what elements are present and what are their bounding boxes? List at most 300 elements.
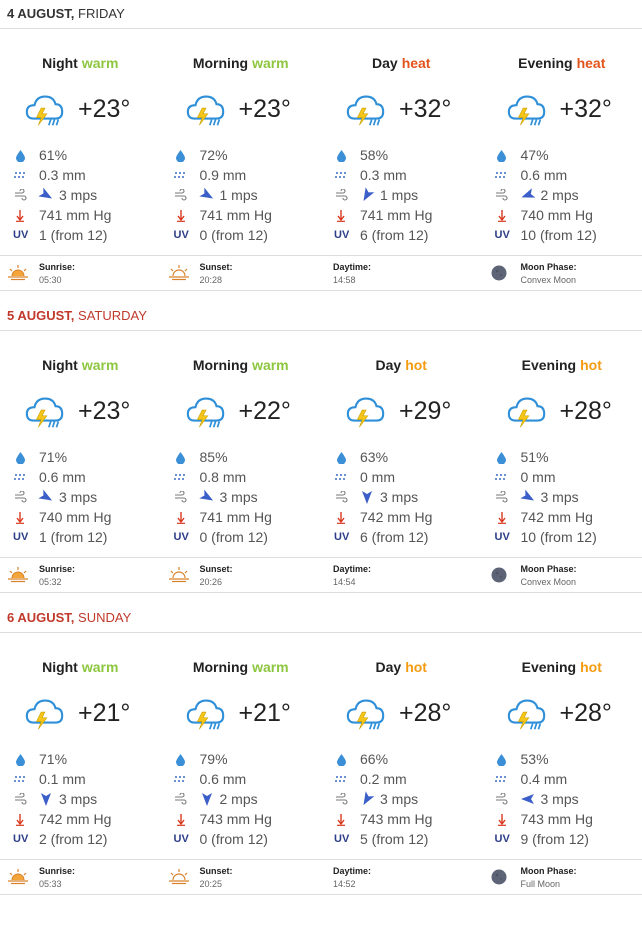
moon-phase-value: Convex Moon bbox=[520, 577, 577, 587]
pressure-icon bbox=[497, 813, 507, 826]
storm-rain-icon bbox=[345, 693, 387, 733]
period-title bbox=[321, 659, 482, 675]
daytime-label: Daytime: bbox=[333, 866, 372, 876]
wind-direction-arrow bbox=[37, 489, 55, 505]
wind-value: 3 mps bbox=[59, 489, 98, 505]
day-weekday: SATURDAY bbox=[78, 308, 147, 323]
pressure-row bbox=[13, 507, 161, 527]
humidity-value: 66% bbox=[360, 751, 389, 767]
wind-direction-arrow bbox=[358, 187, 376, 203]
day-forecast bbox=[0, 302, 642, 604]
precipitation-row bbox=[174, 467, 322, 487]
uv-label: UV bbox=[494, 229, 510, 241]
wind-row bbox=[495, 185, 642, 205]
wind-row bbox=[334, 487, 482, 507]
day-date: 4 AUGUST, bbox=[7, 6, 75, 21]
daytime-cell bbox=[321, 558, 482, 592]
sunrise-value: 05:30 bbox=[39, 275, 62, 285]
precipitation-row bbox=[13, 165, 161, 185]
pressure-row bbox=[174, 809, 322, 829]
period-adjective: heat bbox=[401, 55, 431, 71]
uv-value: 10 (from 12) bbox=[520, 227, 597, 243]
humidity-value: 51% bbox=[520, 449, 549, 465]
humidity-value: 61% bbox=[39, 147, 68, 163]
wind-row bbox=[495, 487, 642, 507]
uv-value: 1 (from 12) bbox=[39, 529, 108, 545]
pressure-icon bbox=[176, 209, 186, 222]
precipitation-value: 0.3 mm bbox=[360, 167, 407, 183]
pressure-icon bbox=[497, 511, 507, 524]
precipitation-icon bbox=[174, 170, 187, 180]
precipitation-value: 0.8 mm bbox=[199, 469, 247, 485]
humidity-icon bbox=[336, 149, 347, 162]
pressure-icon bbox=[15, 511, 25, 524]
period-title bbox=[321, 55, 482, 71]
period-adjective: hot bbox=[405, 357, 427, 373]
humidity-icon bbox=[15, 753, 26, 766]
wind-direction-arrow bbox=[198, 489, 216, 505]
humidity-row bbox=[13, 145, 161, 165]
moon-phase-value: Convex Moon bbox=[520, 275, 577, 285]
day-date: 6 AUGUST, bbox=[7, 610, 75, 625]
daytime-label: Daytime: bbox=[333, 564, 372, 574]
uv-label: UV bbox=[494, 833, 510, 845]
period-adjective: warm bbox=[252, 357, 289, 373]
sunset-value: 20:25 bbox=[199, 879, 223, 889]
temperature: +28° bbox=[559, 698, 612, 727]
uv-row bbox=[174, 527, 322, 547]
uv-row bbox=[334, 225, 482, 245]
wind-value: 2 mps bbox=[540, 187, 579, 203]
period-adjective: heat bbox=[576, 55, 606, 71]
pressure-value: 741 mm Hg bbox=[199, 207, 272, 223]
wind-icon bbox=[495, 189, 508, 201]
uv-value: 9 (from 12) bbox=[520, 831, 589, 847]
uv-label: UV bbox=[13, 229, 29, 241]
wind-value: 2 mps bbox=[219, 791, 258, 807]
moon-phase-icon bbox=[489, 264, 511, 282]
daytime-cell bbox=[321, 860, 482, 894]
moon-phase-icon bbox=[489, 566, 511, 584]
storm-rain-icon bbox=[185, 391, 227, 431]
pressure-icon bbox=[176, 813, 186, 826]
humidity-value: 58% bbox=[360, 147, 389, 163]
temperature: +23° bbox=[78, 396, 131, 425]
pressure-row bbox=[13, 205, 161, 225]
precipitation-row bbox=[495, 165, 642, 185]
uv-label: UV bbox=[173, 229, 189, 241]
wind-direction-arrow bbox=[519, 187, 537, 203]
uv-row bbox=[13, 225, 161, 245]
temperature: +32° bbox=[399, 94, 452, 123]
moon-phase-value: Full Moon bbox=[520, 879, 561, 889]
sunset-icon bbox=[168, 868, 190, 886]
humidity-row bbox=[334, 447, 482, 467]
humidity-value: 71% bbox=[39, 751, 68, 767]
period-evening bbox=[482, 29, 642, 245]
temperature: +29° bbox=[399, 396, 452, 425]
pressure-value: 742 mm Hg bbox=[520, 509, 593, 525]
day-separator bbox=[0, 291, 642, 302]
wind-icon bbox=[174, 793, 187, 805]
pressure-value: 742 mm Hg bbox=[360, 509, 433, 525]
precipitation-icon bbox=[495, 472, 508, 482]
pressure-icon bbox=[497, 209, 507, 222]
precipitation-icon bbox=[14, 170, 27, 180]
uv-value: 10 (from 12) bbox=[520, 529, 597, 545]
sunrise-cell bbox=[0, 860, 161, 894]
periods bbox=[0, 331, 642, 547]
humidity-row bbox=[174, 145, 322, 165]
uv-label: UV bbox=[173, 833, 189, 845]
precipitation-value: 0.6 mm bbox=[199, 771, 247, 787]
period-name: Night bbox=[42, 55, 78, 71]
pressure-icon bbox=[15, 813, 25, 826]
wind-icon bbox=[495, 491, 508, 503]
wind-value: 1 mps bbox=[380, 187, 419, 203]
precipitation-icon bbox=[14, 774, 27, 784]
period-day bbox=[321, 29, 482, 245]
sunrise-cell bbox=[0, 256, 161, 290]
precipitation-row bbox=[13, 769, 161, 789]
uv-row bbox=[174, 829, 322, 849]
pressure-value: 743 mm Hg bbox=[360, 811, 433, 827]
moon-phase-cell bbox=[482, 256, 642, 290]
humidity-icon bbox=[336, 451, 347, 464]
wind-row bbox=[334, 789, 482, 809]
uv-value: 0 (from 12) bbox=[199, 831, 268, 847]
wind-row bbox=[334, 185, 482, 205]
uv-label: UV bbox=[13, 531, 29, 543]
wind-value: 3 mps bbox=[59, 791, 98, 807]
storm-rain-icon bbox=[24, 391, 66, 431]
uv-row bbox=[13, 527, 161, 547]
uv-row bbox=[495, 527, 642, 547]
sunrise-icon bbox=[7, 868, 29, 886]
uv-label: UV bbox=[13, 833, 29, 845]
sunset-cell bbox=[161, 256, 322, 290]
precipitation-row bbox=[495, 467, 642, 487]
uv-label: UV bbox=[334, 229, 350, 241]
period-night bbox=[0, 331, 161, 547]
uv-row bbox=[174, 225, 322, 245]
sunrise-label: Sunrise: bbox=[39, 866, 76, 876]
wind-direction-arrow bbox=[358, 791, 376, 807]
day-date: 5 AUGUST, bbox=[7, 308, 75, 323]
precipitation-row bbox=[334, 467, 482, 487]
storm-icon bbox=[506, 391, 548, 431]
uv-value: 1 (from 12) bbox=[39, 227, 108, 243]
period-morning bbox=[161, 633, 322, 849]
precipitation-icon bbox=[335, 472, 348, 482]
pressure-row bbox=[334, 205, 482, 225]
period-name: Morning bbox=[192, 55, 249, 71]
moon-phase-label: Moon Phase: bbox=[520, 564, 577, 574]
period-morning bbox=[161, 29, 322, 245]
wind-direction-arrow bbox=[519, 791, 537, 807]
daytime-value: 14:58 bbox=[333, 275, 356, 285]
humidity-row bbox=[334, 145, 482, 165]
wind-direction-arrow bbox=[37, 791, 55, 807]
day-separator bbox=[0, 593, 642, 604]
sunset-label: Sunset: bbox=[199, 866, 233, 876]
sunrise-value: 05:32 bbox=[39, 577, 62, 587]
humidity-row bbox=[13, 447, 161, 467]
wind-icon bbox=[495, 793, 508, 805]
sunrise-icon bbox=[7, 264, 29, 282]
humidity-icon bbox=[175, 753, 186, 766]
pressure-icon bbox=[336, 209, 346, 222]
period-name: Day bbox=[375, 659, 402, 675]
pressure-value: 741 mm Hg bbox=[199, 509, 272, 525]
period-night bbox=[0, 29, 161, 245]
precipitation-value: 0 mm bbox=[360, 469, 395, 485]
period-adjective: hot bbox=[580, 659, 602, 675]
precipitation-row bbox=[13, 467, 161, 487]
day-info-bar bbox=[0, 859, 642, 895]
humidity-icon bbox=[175, 149, 186, 162]
period-name: Evening bbox=[521, 357, 577, 373]
precipitation-row bbox=[495, 769, 642, 789]
uv-value: 0 (from 12) bbox=[199, 529, 268, 545]
period-name: Day bbox=[375, 357, 402, 373]
period-title bbox=[161, 659, 322, 675]
humidity-value: 85% bbox=[199, 449, 228, 465]
wind-icon bbox=[174, 189, 187, 201]
pressure-value: 740 mm Hg bbox=[39, 509, 112, 525]
period-title bbox=[482, 659, 642, 675]
wind-direction-arrow bbox=[198, 791, 216, 807]
period-name: Morning bbox=[192, 357, 249, 373]
sunset-cell bbox=[161, 558, 322, 592]
pressure-value: 742 mm Hg bbox=[39, 811, 112, 827]
periods bbox=[0, 29, 642, 245]
day-forecast bbox=[0, 0, 642, 302]
uv-value: 0 (from 12) bbox=[199, 227, 268, 243]
storm-rain-icon bbox=[345, 89, 387, 129]
storm-rain-icon bbox=[185, 89, 227, 129]
day-weekday: SUNDAY bbox=[78, 610, 132, 625]
pressure-value: 740 mm Hg bbox=[520, 207, 593, 223]
pressure-value: 743 mm Hg bbox=[199, 811, 272, 827]
period-adjective: warm bbox=[81, 55, 119, 71]
wind-direction-arrow bbox=[198, 187, 216, 203]
wind-value: 3 mps bbox=[380, 489, 419, 505]
wind-row bbox=[13, 487, 161, 507]
temperature: +28° bbox=[399, 698, 452, 727]
moon-phase-cell bbox=[482, 558, 642, 592]
humidity-icon bbox=[496, 451, 507, 464]
wind-row bbox=[174, 185, 322, 205]
humidity-icon bbox=[175, 451, 186, 464]
period-morning bbox=[161, 331, 322, 547]
period-night bbox=[0, 633, 161, 849]
uv-value: 5 (from 12) bbox=[360, 831, 429, 847]
sunset-icon bbox=[168, 264, 190, 282]
storm-rain-icon bbox=[506, 89, 548, 129]
wind-direction-arrow bbox=[37, 187, 55, 203]
humidity-row bbox=[174, 447, 322, 467]
daytime-value: 14:52 bbox=[333, 879, 356, 889]
temperature: +22° bbox=[238, 396, 291, 425]
pressure-row bbox=[495, 809, 642, 829]
period-title bbox=[482, 55, 642, 71]
period-adjective: hot bbox=[405, 659, 427, 675]
period-title bbox=[0, 357, 161, 373]
storm-rain-icon bbox=[185, 693, 227, 733]
humidity-row bbox=[495, 145, 642, 165]
period-name: Night bbox=[42, 659, 78, 675]
sunset-label: Sunset: bbox=[199, 564, 233, 574]
uv-value: 6 (from 12) bbox=[360, 227, 429, 243]
period-name: Evening bbox=[521, 659, 577, 675]
pressure-value: 741 mm Hg bbox=[360, 207, 433, 223]
wind-direction-arrow bbox=[519, 489, 537, 505]
uv-row bbox=[334, 829, 482, 849]
day-header bbox=[0, 302, 642, 331]
wind-icon bbox=[14, 491, 27, 503]
wind-value: 3 mps bbox=[380, 791, 419, 807]
sunset-value: 20:28 bbox=[199, 275, 223, 285]
wind-icon bbox=[174, 491, 187, 503]
pressure-icon bbox=[15, 209, 25, 222]
period-day bbox=[321, 331, 482, 547]
humidity-row bbox=[13, 749, 161, 769]
storm-rain-icon bbox=[24, 89, 66, 129]
sunrise-cell bbox=[0, 558, 161, 592]
storm-icon bbox=[24, 693, 66, 733]
pressure-row bbox=[495, 507, 642, 527]
temperature: +23° bbox=[238, 94, 291, 123]
uv-row bbox=[495, 829, 642, 849]
temperature: +28° bbox=[559, 396, 612, 425]
period-adjective: warm bbox=[252, 55, 289, 71]
sunset-icon bbox=[168, 566, 190, 584]
uv-label: UV bbox=[334, 531, 350, 543]
sunrise-label: Sunrise: bbox=[39, 262, 76, 272]
wind-row bbox=[13, 789, 161, 809]
period-title bbox=[482, 357, 642, 373]
humidity-value: 63% bbox=[360, 449, 389, 465]
precipitation-value: 0.9 mm bbox=[199, 167, 247, 183]
temperature: +32° bbox=[559, 94, 612, 123]
precipitation-value: 0.3 mm bbox=[39, 167, 86, 183]
period-title bbox=[0, 659, 161, 675]
wind-row bbox=[495, 789, 642, 809]
precipitation-icon bbox=[335, 774, 348, 784]
pressure-icon bbox=[336, 813, 346, 826]
moon-phase-icon bbox=[489, 868, 511, 886]
sunrise-icon bbox=[7, 566, 29, 584]
day-weekday: FRIDAY bbox=[78, 6, 125, 21]
moon-phase-label: Moon Phase: bbox=[520, 262, 577, 272]
period-title bbox=[161, 357, 322, 373]
precipitation-value: 0 mm bbox=[520, 469, 556, 485]
humidity-value: 71% bbox=[39, 449, 68, 465]
uv-label: UV bbox=[494, 531, 510, 543]
wind-value: 1 mps bbox=[219, 187, 258, 203]
period-title bbox=[321, 357, 482, 373]
wind-icon bbox=[335, 491, 348, 503]
humidity-row bbox=[495, 447, 642, 467]
humidity-icon bbox=[15, 451, 26, 464]
wind-value: 3 mps bbox=[540, 791, 579, 807]
period-name: Evening bbox=[518, 55, 573, 71]
humidity-row bbox=[334, 749, 482, 769]
period-adjective: warm bbox=[81, 357, 119, 373]
day-info-bar bbox=[0, 255, 642, 291]
precipitation-icon bbox=[14, 472, 27, 482]
humidity-row bbox=[495, 749, 642, 769]
period-name: Day bbox=[372, 55, 398, 71]
precipitation-row bbox=[334, 165, 482, 185]
period-title bbox=[0, 55, 161, 71]
pressure-icon bbox=[176, 511, 186, 524]
precipitation-value: 0.6 mm bbox=[520, 167, 568, 183]
moon-phase-label: Moon Phase: bbox=[520, 866, 577, 876]
humidity-value: 53% bbox=[520, 751, 549, 767]
sunrise-value: 05:33 bbox=[39, 879, 62, 889]
wind-row bbox=[174, 487, 322, 507]
humidity-icon bbox=[15, 149, 26, 162]
wind-icon bbox=[14, 793, 27, 805]
uv-label: UV bbox=[173, 531, 189, 543]
day-info-bar bbox=[0, 557, 642, 593]
precipitation-icon bbox=[495, 774, 508, 784]
uv-value: 6 (from 12) bbox=[360, 529, 429, 545]
precipitation-icon bbox=[495, 170, 508, 180]
uv-value: 2 (from 12) bbox=[39, 831, 108, 847]
pressure-row bbox=[13, 809, 161, 829]
precipitation-value: 0.4 mm bbox=[520, 771, 568, 787]
humidity-icon bbox=[496, 149, 507, 162]
wind-icon bbox=[14, 189, 27, 201]
temperature: +21° bbox=[78, 698, 131, 727]
wind-value: 3 mps bbox=[219, 489, 258, 505]
period-adjective: warm bbox=[81, 659, 119, 675]
period-adjective: hot bbox=[580, 357, 602, 373]
pressure-row bbox=[334, 809, 482, 829]
period-name: Morning bbox=[192, 659, 249, 675]
period-title bbox=[161, 55, 322, 71]
wind-icon bbox=[335, 793, 348, 805]
precipitation-icon bbox=[335, 170, 348, 180]
pressure-value: 741 mm Hg bbox=[39, 207, 112, 223]
wind-direction-arrow bbox=[358, 489, 376, 505]
precipitation-row bbox=[334, 769, 482, 789]
period-adjective: warm bbox=[252, 659, 289, 675]
wind-value: 3 mps bbox=[540, 489, 579, 505]
pressure-row bbox=[334, 507, 482, 527]
wind-row bbox=[13, 185, 161, 205]
pressure-icon bbox=[336, 511, 346, 524]
sunrise-label: Sunrise: bbox=[39, 564, 76, 574]
wind-icon bbox=[335, 189, 348, 201]
temperature: +23° bbox=[78, 94, 131, 123]
uv-row bbox=[13, 829, 161, 849]
humidity-icon bbox=[496, 753, 507, 766]
period-day bbox=[321, 633, 482, 849]
uv-row bbox=[334, 527, 482, 547]
sunset-cell bbox=[161, 860, 322, 894]
wind-value: 3 mps bbox=[59, 187, 98, 203]
precipitation-value: 0.2 mm bbox=[360, 771, 407, 787]
pressure-row bbox=[495, 205, 642, 225]
daytime-cell bbox=[321, 256, 482, 290]
day-forecast bbox=[0, 604, 642, 895]
sunset-value: 20:26 bbox=[199, 577, 223, 587]
uv-label: UV bbox=[334, 833, 350, 845]
